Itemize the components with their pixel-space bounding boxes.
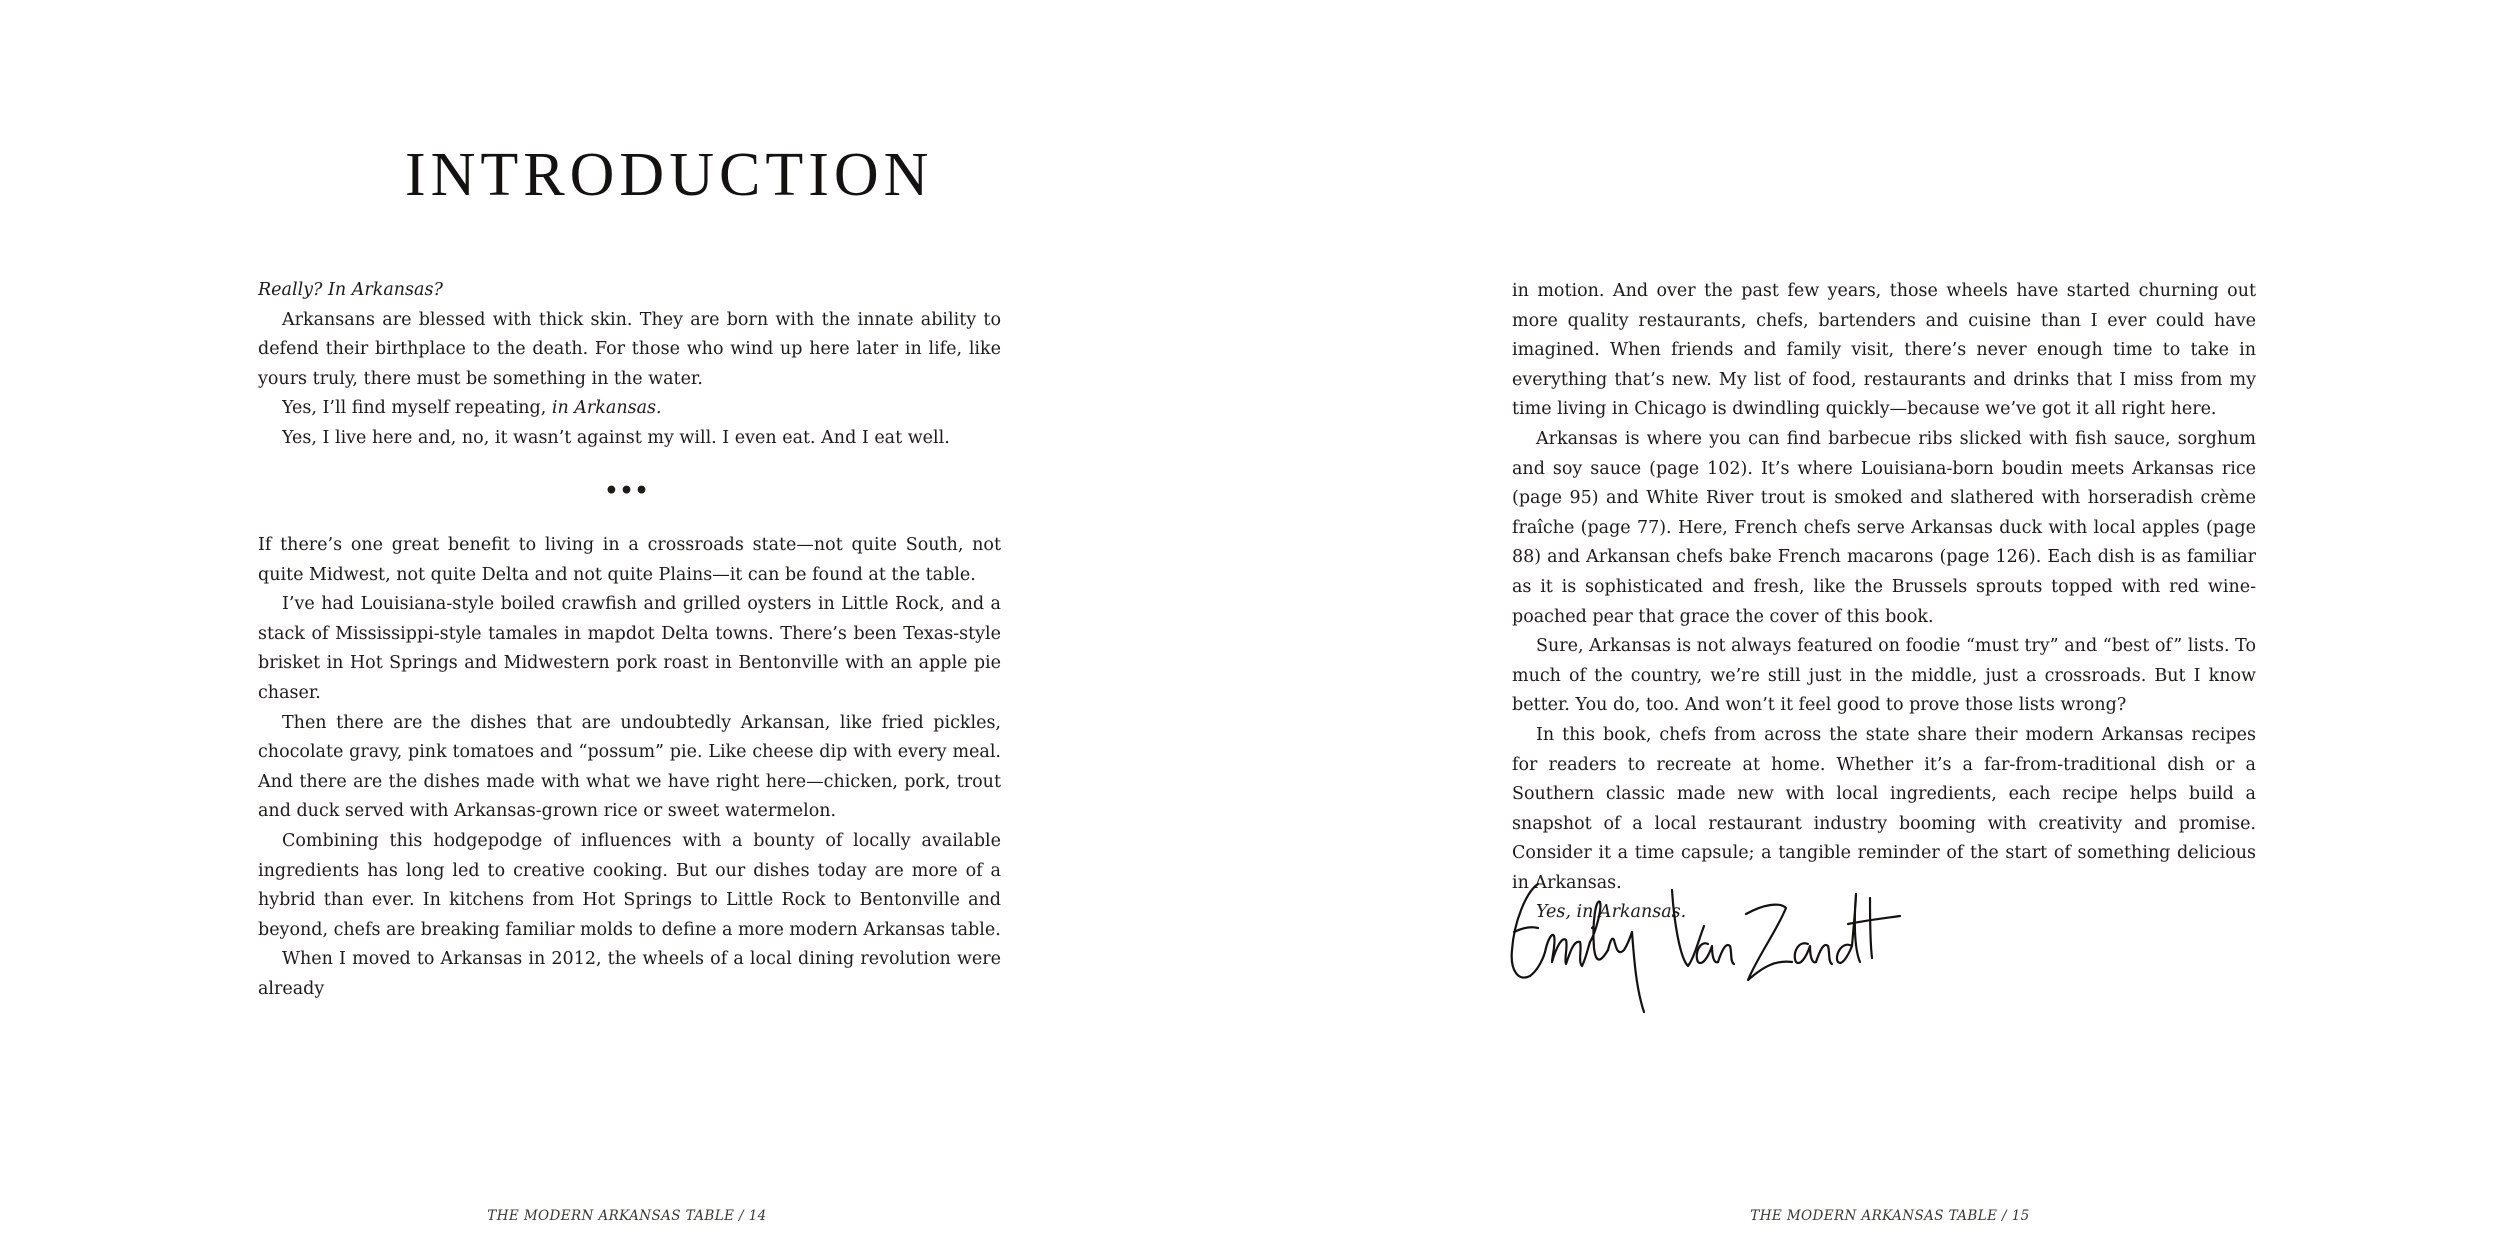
- paragraph: Combining this hodgepodge of influences with a bounty of locally available ingredients has long led to creative cooking. But our dishes today are more of a hybrid than ever. In kitchens from Hot Springs to Little Rock to Bentonville and beyond, chefs are breaking familiar molds to define a more modern Arkansas table.: [258, 830, 1001, 940]
- paragraph: Sure, Arkansas is not always featured on foodie “must try” and “best of” lists. To much of the country, we’re still just in the middle, just a crossroads. But I know better. You do, too. And won’t it feel good to prove those lists wrong?: [1512, 636, 2256, 716]
- paragraph: If there’s one great benefit to living in a crossroads state—not quite South, not quite Midwest, not quite Delta and not quite Plains—it can be found at the table.: [258, 535, 1001, 585]
- section-separator: •••: [604, 478, 650, 504]
- intro-question: Really? In Arkansas?: [258, 280, 443, 300]
- paragraph: Then there are the dishes that are undoubtedly Arkansan, like fried pickles, chocolate gravy, pink tomatoes and “possum” pie. Like cheese dip with every meal. And there are the dishes made with what we have right here—chicken, pork, trout and duck served with Arkansas-grown rice or sweet watermelon.: [258, 712, 1001, 822]
- intro-text-continued: [1512, 277, 2256, 928]
- paragraph: Yes, I live here and, no, it wasn’t against my will. I even eat. And I eat well.: [282, 427, 950, 448]
- closing-line: Yes, in Arkansas.: [1536, 902, 1687, 923]
- intro-text-top: [258, 276, 1001, 454]
- paragraph: In this book, chefs from across the state share their modern Arkansas recipes for readers to recreate at home. Whether it’s a far-from-traditional dish or a Southern classic made new with local ingredients, each recipe helps build a snapshot of a local restaurant industry booming with creativity and promise. Consider it a time capsule; a tangible reminder of the start of something delicious in Arkansas.: [1512, 724, 2256, 893]
- page-footer: THE MODERN ARKANSAS TABLE / 14: [487, 1208, 767, 1224]
- paragraph: I’ve had Louisiana-style boiled crawfish and grilled oysters in Little Rock, and a stack of Mississippi-style tamales in mapdot Delta towns. There’s been Texas-style brisket in Hot Springs and Midwestern pork roast in Bentonville with an apple pie chaser.: [258, 594, 1001, 703]
- paragraph-text: Yes, I’ll find myself repeating,: [282, 398, 552, 419]
- chapter-title: INTRODUCTION: [405, 141, 934, 209]
- paragraph: When I moved to Arkansas in 2012, the wheels of a local dining revolution were already: [258, 949, 1001, 999]
- paragraph: in motion. And over the past few years, those wheels have started churning out more quality restaurants, chefs, bartenders and cuisine than I ever could have imagined. When friends and family visit, there’s never enough time to take in everything that’s new. My list of food, restaurants and drinks that I miss from my time living in Chicago is dwindling quickly—because we’ve got it all right here.: [1512, 281, 2256, 420]
- paragraph-emphasis: in Arkansas.: [551, 398, 662, 419]
- paragraph: Arkansans are blessed with thick skin. They are born with the innate ability to defend their birthplace to the death. For those who wind up here later in life, like yours truly, there must be something in the water.: [258, 309, 1001, 389]
- intro-text-body: [258, 531, 1001, 1005]
- page-footer: THE MODERN ARKANSAS TABLE / 15: [1750, 1208, 2030, 1224]
- paragraph: Arkansas is where you can find barbecue ribs slicked with fish sauce, sorghum and soy sauce (page 102). It’s where Louisiana-born boudin meets Arkansas rice (page 95) and White River trout is smoked and slathered with horseradish crème fraîche (page 77). Here, French chefs serve Arkansas duck with local apples (page 88) and Arkansan chefs bake French macarons (page 126). Each dish is as familiar as it is sophisticated and fresh, like the Brussels sprouts topped with red wine-poached pear that grace the cover of this book.: [1512, 428, 2256, 627]
- paragraph: [258, 394, 1001, 424]
- author-signature: [1508, 862, 1903, 1022]
